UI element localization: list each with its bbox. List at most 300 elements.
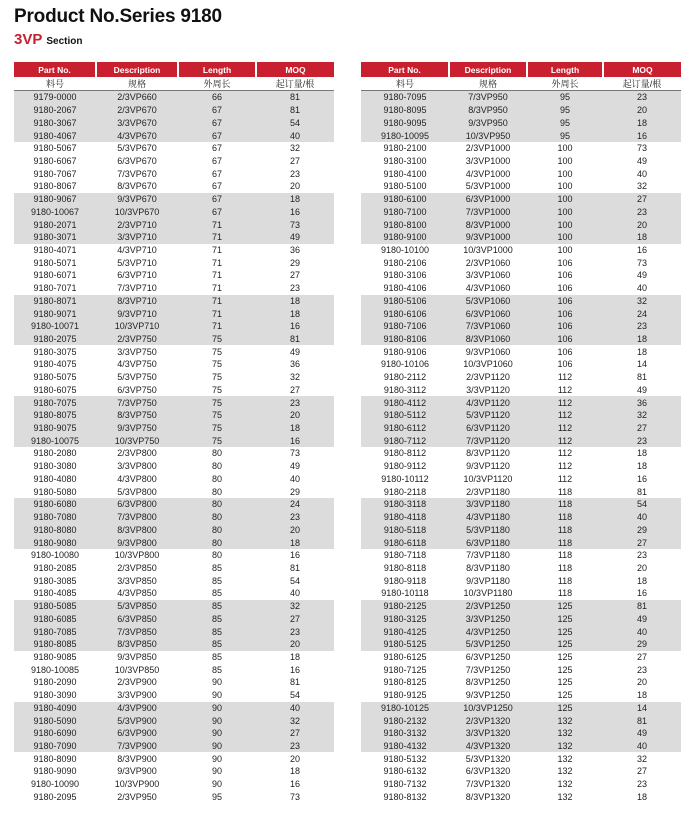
description-cell: 4/3VP710 [117,244,157,255]
part-no-cell: 9180-6106 [361,307,449,320]
description-cell: 8/3VP1000 [449,218,527,231]
part-no-cell: 9180-9112 [383,461,427,472]
description-cell: 3/3VP1180 [449,498,527,511]
description-cell: 4/3VP1320 [449,740,527,753]
part-no-cell: 9180-4112 [361,396,449,409]
table-row [14,587,334,600]
table-row [361,231,681,244]
table-row [361,116,681,129]
moq-cell: 40 [603,740,681,753]
description-cell: 6/3VP1060 [449,307,527,320]
moq-cell: 23 [256,396,334,409]
moq-cell: 16 [289,664,300,675]
table-row [361,714,681,727]
part-no-cell: 9180-7071 [33,283,77,294]
table-row [361,663,681,676]
length-cell: 71 [178,295,256,308]
length-cell: 67 [211,143,222,154]
length-cell: 75 [178,434,256,447]
part-no-cell: 9180-3100 [383,155,427,166]
description-cell: 6/3VP670 [117,155,157,166]
length-cell: 85 [211,651,222,662]
moq-cell: 49 [636,384,647,395]
table-row [361,434,681,447]
description-cell: 6/3VP750 [117,384,157,395]
table-row [361,345,681,358]
moq-cell: 81 [256,104,334,117]
length-cell: 75 [178,422,256,435]
part-no-cell: 9180-3112 [383,384,427,395]
description-cell: 6/3VP850 [96,612,178,625]
part-no-cell: 9180-9100 [361,231,449,244]
sub-length: 外周长 [178,77,256,91]
table-row [361,612,681,625]
length-cell: 132 [557,766,573,777]
length-cell: 75 [178,333,256,346]
description-cell: 6/3VP1000 [449,193,527,206]
description-cell: 5/3VP670 [117,143,157,154]
moq-cell: 49 [636,155,647,166]
table-row [361,180,681,193]
part-no-cell: 9180-5090 [14,714,96,727]
length-cell: 90 [211,766,222,777]
section-heading [14,31,82,49]
description-cell: 8/3VP670 [117,181,157,192]
table-row [361,740,681,753]
description-cell: 9/3VP1000 [449,231,527,244]
length-cell: 118 [527,498,603,511]
part-no-cell: 9180-2085 [33,562,77,573]
moq-cell: 24 [256,498,334,511]
moq-cell: 16 [636,244,647,255]
sub-moq: 起订量/根 [256,77,334,91]
moq-cell: 23 [289,283,300,294]
table-row [14,155,334,168]
description-cell: 3/3VP1250 [449,612,527,625]
moq-cell: 73 [636,257,647,268]
description-cell: 3/3VP800 [117,461,157,472]
part-no-cell: 9180-6071 [33,270,77,281]
part-no-cell: 9180-10100 [380,244,430,255]
table-row [14,663,334,676]
part-no-cell: 9180-6112 [361,422,449,435]
table-row [14,384,334,397]
length-cell: 132 [527,740,603,753]
moq-cell: 49 [289,461,300,472]
table-row [361,549,681,562]
description-cell: 3/3VP1060 [465,270,511,281]
length-cell: 90 [178,702,256,715]
description-cell: 5/3VP1320 [465,753,511,764]
description-cell: 9/3VP800 [96,536,178,549]
part-no-cell: 9180-8085 [14,638,96,651]
length-cell: 118 [557,562,573,573]
length-cell: 71 [178,218,256,231]
description-cell: 9/3VP750 [96,422,178,435]
column-subheader-row [14,77,334,91]
part-no-cell: 9180-6085 [14,612,96,625]
description-cell: 8/3VP1320 [465,791,511,802]
moq-cell: 18 [289,651,300,662]
table-row [14,409,334,422]
table-row [14,295,334,308]
length-cell: 118 [557,486,573,497]
part-no-cell: 9180-8100 [361,218,449,231]
moq-cell: 23 [636,664,647,675]
moq-cell: 73 [256,218,334,231]
description-cell: 2/3VP710 [96,218,178,231]
table-row [361,205,681,218]
table-row [14,116,334,129]
table-row [14,765,334,778]
description-cell: 10/3VP670 [96,205,178,218]
length-cell: 71 [211,283,222,294]
length-cell: 132 [557,791,573,802]
part-no-cell: 9180-3075 [33,346,77,357]
description-cell: 3/3VP850 [117,575,157,586]
table-row [14,600,334,613]
col-moq: MOQ [603,62,681,77]
length-cell: 112 [557,461,573,472]
description-cell: 7/3VP1120 [449,434,527,447]
length-cell: 71 [178,307,256,320]
table-row [361,498,681,511]
table-row [14,345,334,358]
right-table-body [361,91,681,804]
description-cell: 2/3VP1180 [466,486,510,497]
table-row [361,142,681,155]
part-no-cell: 9180-3106 [383,270,427,281]
length-cell: 100 [527,231,603,244]
description-cell: 7/3VP900 [96,740,178,753]
part-no-cell: 9180-3090 [33,690,77,701]
part-no-cell: 9180-5125 [361,638,449,651]
length-cell: 106 [527,307,603,320]
moq-cell: 29 [603,523,681,536]
moq-cell: 16 [289,550,300,561]
moq-cell: 18 [603,333,681,346]
length-cell: 100 [557,155,573,166]
col-length: Length [178,62,256,77]
length-cell: 95 [527,116,603,129]
table-row [14,498,334,511]
part-no-cell: 9180-2112 [383,372,427,383]
moq-cell: 20 [256,523,334,536]
length-cell: 132 [557,779,573,790]
description-cell: 10/3VP850 [114,664,160,675]
description-cell: 3/3VP710 [96,231,178,244]
moq-cell: 18 [256,307,334,320]
part-no-cell: 9180-3080 [33,461,77,472]
part-no-cell: 9180-8118 [383,562,427,573]
length-cell: 125 [527,600,603,613]
moq-cell: 18 [636,791,647,802]
description-cell: 3/3VP1320 [449,727,527,740]
moq-cell: 32 [636,753,647,764]
length-cell: 106 [527,333,603,346]
part-no-cell: 9180-4085 [33,588,77,599]
length-cell: 112 [557,448,573,459]
description-cell: 7/3VP950 [449,91,527,104]
table-row [361,574,681,587]
description-cell: 7/3VP670 [117,168,157,179]
moq-cell: 49 [603,612,681,625]
table-row [361,473,681,486]
length-cell: 132 [557,753,573,764]
description-cell: 4/3VP1000 [465,168,511,179]
moq-cell: 20 [256,409,334,422]
description-cell: 4/3VP1180 [449,511,527,524]
description-cell: 2/3VP660 [96,91,178,104]
table-row [14,689,334,702]
part-no-cell: 9180-8132 [383,791,427,802]
moq-cell: 81 [289,562,300,573]
part-no-cell: 9180-4132 [361,740,449,753]
description-cell: 7/3VP1320 [465,779,511,790]
part-no-cell: 9180-7118 [383,550,427,561]
part-no-cell: 9180-2100 [383,143,427,154]
length-cell: 85 [211,588,222,599]
part-no-cell: 9180-2132 [361,714,449,727]
description-cell: 10/3VP1250 [449,702,527,715]
sub-length: 外周长 [527,77,603,91]
table-row [14,396,334,409]
moq-cell: 27 [289,270,300,281]
description-cell: 2/3VP1320 [449,714,527,727]
description-cell: 6/3VP800 [96,498,178,511]
table-row [361,676,681,689]
table-row [14,205,334,218]
length-cell: 112 [557,372,573,383]
moq-cell: 40 [289,473,300,484]
part-no-cell: 9180-7090 [14,740,96,753]
length-cell: 125 [557,690,573,701]
sub-description: 规格 [96,77,178,91]
left-parts-table [14,62,334,803]
part-no-cell: 9180-7125 [383,664,427,675]
moq-cell: 27 [636,651,647,662]
length-cell: 95 [527,129,603,142]
description-cell: 2/3VP800 [117,448,157,459]
length-cell: 67 [211,181,222,192]
description-cell: 2/3VP1060 [465,257,511,268]
length-cell: 80 [178,511,256,524]
section-label: Section [46,36,83,47]
length-cell: 67 [178,116,256,129]
table-row [361,702,681,715]
table-row [14,256,334,269]
moq-cell: 18 [636,575,647,586]
length-cell: 125 [557,664,573,675]
table-row [361,727,681,740]
description-cell: 10/3VP900 [114,779,160,790]
part-no-cell: 9179-0000 [14,91,96,104]
table-row [14,740,334,753]
moq-cell: 40 [289,588,300,599]
length-cell: 85 [178,612,256,625]
table-row [14,562,334,575]
moq-cell: 32 [289,372,300,383]
moq-cell: 20 [636,677,647,688]
length-cell: 112 [557,473,573,484]
length-cell: 80 [178,536,256,549]
part-no-cell: 9180-7067 [33,168,77,179]
length-cell: 125 [527,638,603,651]
part-no-cell: 9180-4118 [361,511,449,524]
moq-cell: 23 [603,434,681,447]
length-cell: 80 [211,448,222,459]
description-cell: 4/3VP850 [117,588,157,599]
description-cell: 8/3VP750 [96,409,178,422]
moq-cell: 20 [636,562,647,573]
part-no-cell: 9180-5085 [14,600,96,613]
table-row [14,104,334,117]
table-row [361,511,681,524]
length-cell: 100 [527,205,603,218]
length-cell: 100 [557,168,573,179]
length-cell: 80 [178,523,256,536]
table-row [14,358,334,371]
part-no-cell: 9180-10067 [14,205,96,218]
part-no-cell: 9180-4100 [383,168,427,179]
moq-cell: 81 [636,486,647,497]
table-row [14,422,334,435]
part-no-cell: 9180-5132 [383,753,427,764]
description-cell: 6/3VP900 [96,727,178,740]
description-cell: 10/3VP1060 [463,359,513,370]
table-row [14,638,334,651]
moq-cell: 29 [289,486,300,497]
description-cell: 4/3VP1250 [449,625,527,638]
moq-cell: 40 [603,625,681,638]
moq-cell: 23 [256,625,334,638]
description-cell: 5/3VP1250 [449,638,527,651]
description-cell: 6/3VP1120 [449,422,527,435]
table-row [361,384,681,397]
length-cell: 112 [527,396,603,409]
description-cell: 8/3VP1250 [465,677,511,688]
moq-cell: 54 [289,690,300,701]
description-cell: 2/3VP1120 [466,372,510,383]
table-row [14,536,334,549]
table-row [14,651,334,664]
part-no-cell: 9180-5075 [33,372,77,383]
sub-description: 规格 [449,77,527,91]
table-row [361,562,681,575]
length-cell: 71 [178,231,256,244]
description-cell: 6/3VP710 [117,270,157,281]
moq-cell: 20 [603,218,681,231]
part-no-cell: 9180-7085 [14,625,96,638]
length-cell: 67 [178,205,256,218]
moq-cell: 18 [256,295,334,308]
length-cell: 125 [527,625,603,638]
moq-cell: 32 [256,714,334,727]
length-cell: 106 [557,359,573,370]
part-no-cell: 9180-10106 [380,359,430,370]
part-no-cell: 9180-6080 [14,498,96,511]
part-no-cell: 9180-4080 [33,473,77,484]
part-no-cell: 9180-2067 [14,104,96,117]
description-cell: 9/3VP670 [96,193,178,206]
part-no-cell: 9180-10125 [361,702,449,715]
part-no-cell: 9180-2080 [33,448,77,459]
length-cell: 67 [178,193,256,206]
moq-cell: 27 [289,384,300,395]
part-no-cell: 9180-3118 [361,498,449,511]
table-row [14,511,334,524]
moq-cell: 23 [256,511,334,524]
moq-cell: 36 [289,359,300,370]
description-cell: 10/3VP1000 [463,244,513,255]
description-cell: 9/3VP710 [96,307,178,320]
part-no-cell: 9180-10080 [30,550,80,561]
length-cell: 112 [527,422,603,435]
right-parts-table [361,62,681,803]
length-cell: 71 [211,244,222,255]
description-cell: 2/3VP950 [117,791,157,802]
moq-cell: 27 [256,727,334,740]
part-no-cell: 9180-8080 [14,523,96,536]
moq-cell: 20 [603,104,681,117]
moq-cell: 54 [289,575,300,586]
table-row [14,625,334,638]
length-cell: 75 [178,396,256,409]
table-row [361,244,681,257]
col-description: Description [449,62,527,77]
part-no-cell: 9180-5100 [383,181,427,192]
length-cell: 75 [211,372,222,383]
description-cell: 4/3VP1120 [449,396,527,409]
part-no-cell: 9180-9071 [14,307,96,320]
table-row [361,536,681,549]
moq-cell: 32 [289,143,300,154]
moq-cell: 27 [636,766,647,777]
length-cell: 118 [557,575,573,586]
length-cell: 90 [178,727,256,740]
description-cell: 9/3VP1060 [465,346,511,357]
moq-cell: 32 [636,181,647,192]
length-cell: 85 [211,562,222,573]
description-cell: 5/3VP900 [96,714,178,727]
part-no-cell: 9180-5067 [33,143,77,154]
part-no-cell: 9180-5080 [33,486,77,497]
part-no-cell: 9180-4071 [33,244,77,255]
moq-cell: 24 [603,307,681,320]
table-row [361,587,681,600]
sub-moq: 起订量/根 [603,77,681,91]
part-no-cell: 9180-8071 [14,295,96,308]
table-row [14,714,334,727]
part-no-cell: 9180-3132 [361,727,449,740]
length-cell: 90 [211,779,222,790]
table-row [14,523,334,536]
table-row [14,193,334,206]
length-cell: 85 [178,625,256,638]
part-no-cell: 9180-9080 [14,536,96,549]
part-no-cell: 9180-9095 [361,116,449,129]
part-no-cell: 9180-5118 [361,523,449,536]
length-cell: 100 [557,244,573,255]
part-no-cell: 9180-10075 [14,434,96,447]
moq-cell: 73 [636,143,647,154]
moq-cell: 23 [603,320,681,333]
description-cell: 6/3VP1320 [465,766,511,777]
part-no-cell: 9180-7080 [14,511,96,524]
length-cell: 95 [527,104,603,117]
table-row [14,244,334,257]
moq-cell: 18 [256,536,334,549]
